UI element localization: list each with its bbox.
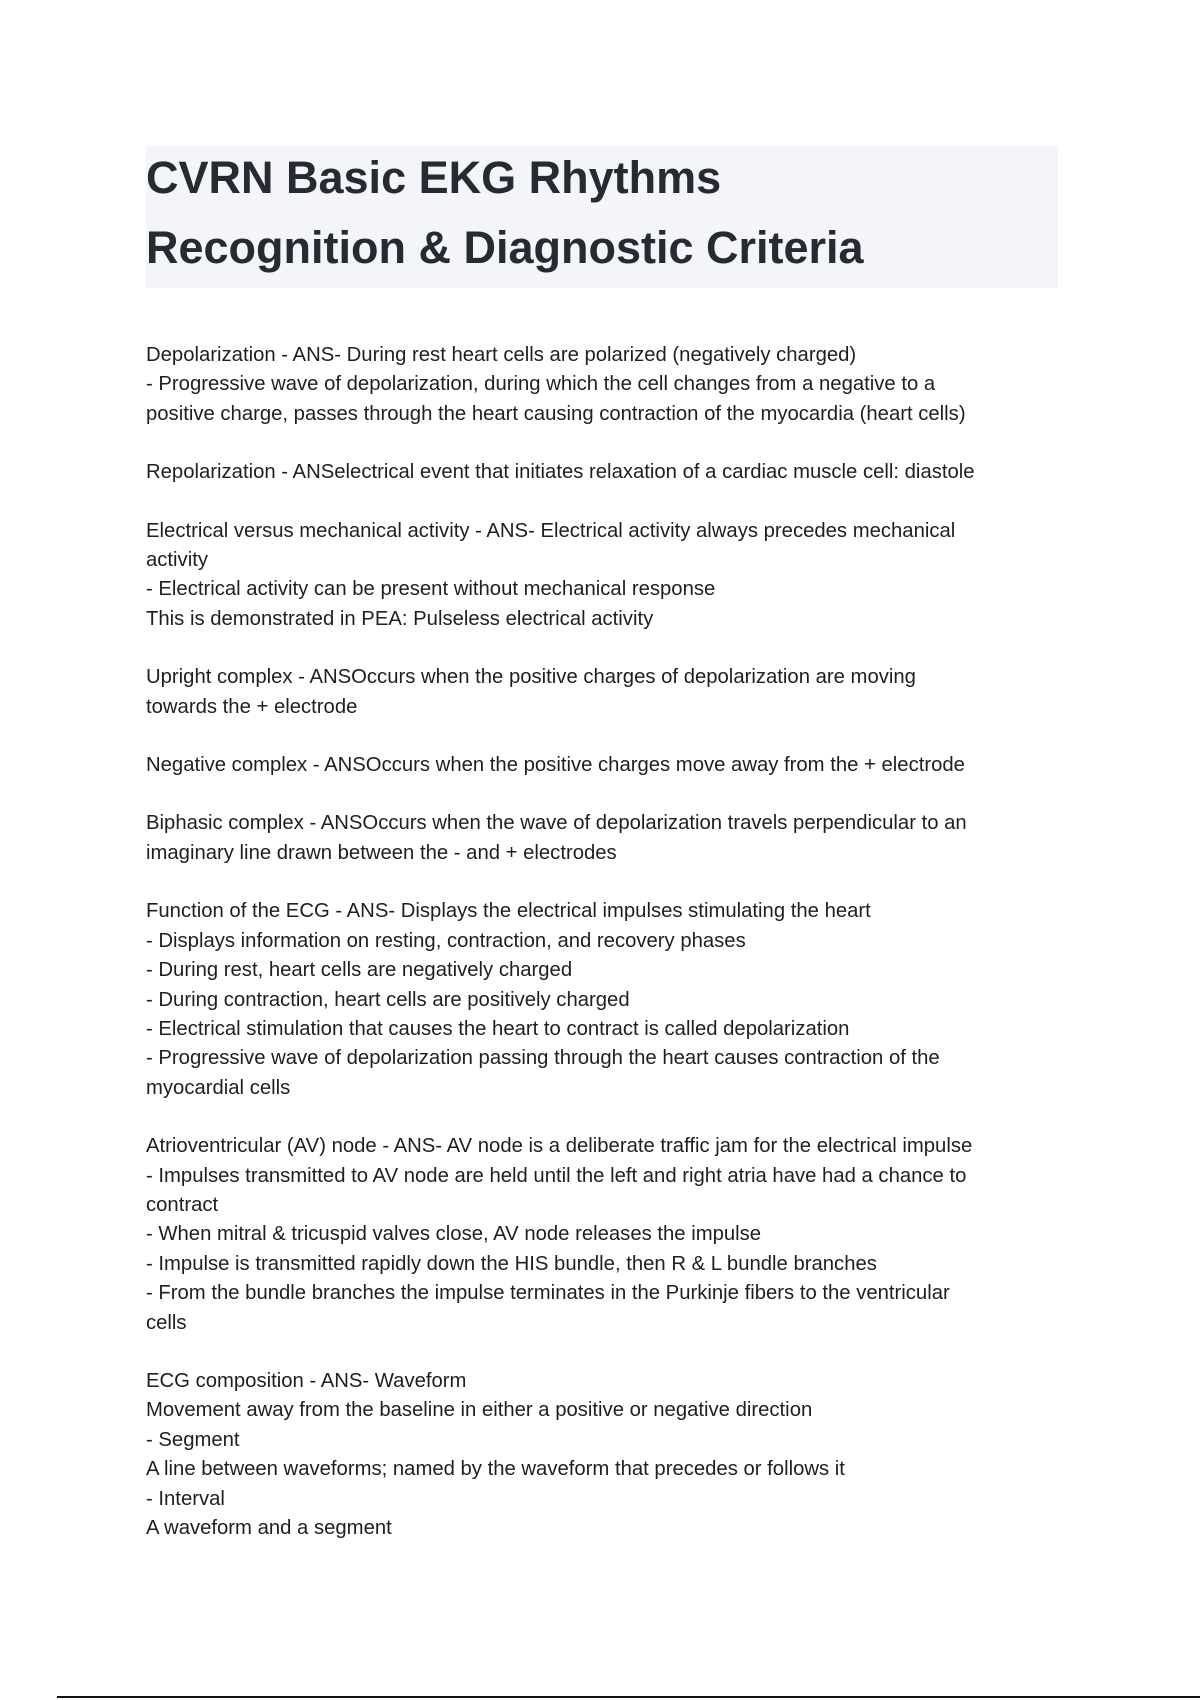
entry-term-line: Biphasic complex - ANSOccurs when the wave of depolarization travels perpendicular to an [146,812,967,835]
entry-text-line: - Progressive wave of depolarization passing through the heart causes contraction of the [146,1047,940,1070]
entry-term-line: Function of the ECG - ANS- Displays the electrical impulses stimulating the heart [146,900,871,923]
entry-term-line: Atrioventricular (AV) node - ANS- AV node is a deliberate traffic jam for the electrical impulse [146,1135,973,1158]
entry-term-line: ECG composition - ANS- Waveform [146,1369,467,1392]
entry-text-line: activity [146,549,208,572]
entry-text-line: - Impulse is transmitted rapidly down the HIS bundle, then R & L bundle branches [146,1252,877,1275]
entry-text-line: cells [146,1311,187,1334]
qa-entry [146,458,1066,487]
entry-term-line: Depolarization - ANS- During rest heart cells are polarized (negatively charged) [146,344,857,366]
qa-entry [146,341,1066,429]
entry-term-line: Negative complex - ANSOccurs when the positive charges move away from the + electrode [146,754,965,777]
entry-text-line: - When mitral & tricuspid valves close, AV node releases the impulse [146,1223,762,1246]
entry-text-line: - Progressive wave of depolarization, during which the cell changes from a negative to a [146,373,936,396]
qa-entry [146,751,1066,780]
entry-term-line: Upright complex - ANSOccurs when the positive charges of depolarization are moving [146,666,916,689]
entry-text-line: - Electrical stimulation that causes the heart to contract is called depolarization [146,1017,850,1040]
entry-text-line: Movement away from the baseline in either a positive or negative direction [146,1399,813,1422]
entry-text-line: towards the + electrode [146,695,358,718]
entry-text-line: This is demonstrated in PEA: Pulseless electrical activity [146,607,654,630]
qa-entry [146,663,1066,722]
entry-text-line: - During rest, heart cells are negatively charged [146,959,573,982]
document-title-line-1: CVRN Basic EKG Rhythms [146,152,722,203]
entry-text-line: - Displays information on resting, contraction, and recovery phases [146,929,746,952]
footer-divider [57,1696,1200,1698]
qa-entry [146,1367,1066,1543]
entry-text-line: A waveform and a segment [146,1517,392,1539]
qa-entry [146,897,1066,1103]
entry-text-line: imaginary line drawn between the - and + electrodes [146,841,617,864]
entry-text-line: - From the bundle branches the impulse terminates in the Purkinje fibers to the ventricular [146,1282,950,1305]
title-banner [146,146,1058,288]
qa-entry [146,1132,1066,1338]
entry-term-line: Electrical versus mechanical activity - ANS- Electrical activity always precedes mechanical [146,519,956,542]
entry-text-line: myocardial cells [146,1076,291,1099]
entry-text-line: - Segment [146,1428,240,1451]
entry-text-line: - Interval [146,1487,225,1510]
entry-text-line: contract [146,1193,219,1216]
entry-text-line: positive charge, passes through the heart causing contraction of the myocardia (heart cells) [146,402,966,425]
qa-entry [146,809,1066,868]
document-body [146,341,1066,1572]
entry-text-line: - Impulses transmitted to AV node are held until the left and right atria have had a chance to [146,1164,967,1187]
entry-text-line: A line between waveforms; named by the waveform that precedes or follows it [146,1458,845,1481]
qa-entry [146,517,1066,635]
entry-term-line: Repolarization - ANSelectrical event that initiates relaxation of a cardiac muscle cell: diastole [146,461,975,484]
entry-text-line: - Electrical activity can be present without mechanical response [146,578,716,601]
document-title-line-2: Recognition & Diagnostic Criteria [146,222,864,273]
entry-text-line: - During contraction, heart cells are positively charged [146,988,630,1011]
